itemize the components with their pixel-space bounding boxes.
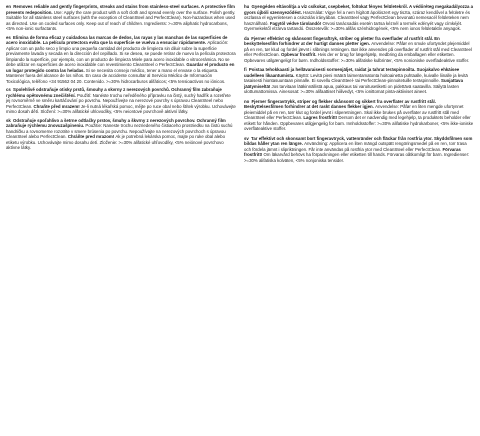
section-heading: Fjerner fingeravtrykk, striper og flekker skånsomt og sikkert fra overflater av rustfritt stål. Beskyttelsesfilmen forhindrer at det raskt dannes flekker igjen.	[244, 98, 436, 109]
section-heading: Removes reliable and gently fingerprints, streaks and stains from stainless-steel surfaces. A protective film prevents redeposition.	[6, 4, 235, 15]
section-heading: Gyengéden eltávolítja a víz csíkokat, csepbeket, foltokat fényes felületekről. A védőréteg megakadályozza a gyors újbóli szennyeződést.	[244, 4, 474, 15]
storage-warning: Chráňte pred mrazom!	[67, 134, 116, 139]
section-heading: Tar effektivt och skonsamt bort fingeravtryck, vattenränder och fläckar från rostfria ytor. Skyddsfilmen som bildas håller ytan ren längre.	[244, 135, 473, 146]
language-code: sv	[244, 135, 251, 141]
section-heading: Elimina de forma eficaz y cuidadosa las marcas de dedos, las rayas y las manchas de las superficies de acero inoxidable. La película protectora evita que la superficie se vuelva a ensuciar rápidamente.	[6, 34, 228, 45]
storage-warning: Opbevar frostfrit.	[280, 52, 318, 57]
section-hu	[244, 4, 474, 32]
usage-text: Použitie: Naneste trochu nezriedeného čistiaceho prostriedku na čistú suchú handričku a rovnomerne rozotrite v smere brúsenia po povrchu. Nepoužívajte na nerezových povrchoch s úpravou CleanSteel alebo PerfectClean.	[6, 123, 233, 139]
storage-warning: Lagres frostfritt!	[303, 115, 339, 120]
section-heading: Odstraňuje spoľahlivo a šetrne odtlačky prstov, šmuhy a škvrny z nerezových povrchov. Ochranný film zabraňuje rýchlemu znovuzašpineniu.	[6, 117, 226, 128]
safety-note: Om läkarvård behövs ha förpackningen eller etiketten till hands. Förvaras oåtkomligt för barn. Ingredienser: >=30% alifatiska kolväten, <5% nonjoniska tensider.	[244, 152, 470, 163]
storage-warning: Fagytól védve tárolandó!	[269, 20, 323, 26]
language-code: da	[244, 35, 251, 41]
usage-text: Aplicación: Aplicar con un paño seco y limpio una pequeña cantidad del producto de limpieza sin diluir sobre la superficie previamente lavada y secada en la dirección del cepillado. Si se desea, se puede retirar de nuevo la película protectora limpiando la superficie, por ejemplo, con un producto de limpieza Miele para acero inoxidable o vitrocerámica. No se debe utilizar en superficies de acero inoxidable con revestimiento CleanSteel o PerfectClean.	[6, 40, 236, 67]
usage-text: Anvendelse: Påfør en smule ufortyndet plejemiddel på en ren, tør klud og fordel jævnt i slibnings retningen. Bør ikke anvendes på overflader af rustfrit stål med CleanSteel eller PerfectClean.	[244, 41, 472, 57]
section-es	[6, 35, 236, 85]
storage-warning: Chraňte před mrazem!	[33, 103, 81, 109]
columns	[6, 4, 474, 167]
safety-note: Hvis der er brug for lægehjælp, medbring da emballagen eller etiketten. Opbevares utilgængeligt for børn. Indholdsstoffer: >=30% alifatiske kulbrinter, <5% nonioniske overfladeaktive stoffer.	[244, 52, 470, 63]
storage-warning: Guardar el producto en un lugar protegido contra las heladas.	[6, 62, 235, 73]
language-code: no	[244, 98, 251, 104]
right-column	[244, 4, 474, 167]
safety-note: Dersom det er nødvendig med legehjelp, ta produktets beholder eller etikett for hånden. Oppbevares utilgjengelig for barn. Innholdsstoffer: >=30% alifatiske hydrokarboner, <5% ikke-ioniske overflateaktive stoffer.	[244, 115, 474, 131]
safety-note: Jos tarvitaan lääkinnällistä apua, pakkaus tai varoitusetiketti on pidettävä saatavilla. Säilytä lasten ulottumattomissa. Ainesosat: >=30% alifaattiset hiilivedyt, <5% ionittomat pinta-aktiiviset aineet.	[244, 83, 459, 94]
usage-text: Käyttö: Levitä pieni määrä laimentamatonta hoitoainetta puhtaalle, kuivalle liinalle ja levitä tasaisesti hiontasuuntaan pinnalle. Ei sovellu CleanSteel- tai PerfectClean-pinnoitetuille teräspinnoille.	[244, 72, 468, 83]
safety-note: Orvosi tanácsadás esetén tartsa kéznél a termék edényét vagy címkéjét. Gyermekektől elzárva tartandó. Összetevők: >=30% alifás szénhidrogének, <5% nem ionos felületaktív anyagok.	[244, 20, 463, 31]
section-fi	[244, 67, 474, 95]
safety-note: Keep out of reach of children. Ingredients: >=30% aliphatic hydrocarbons, <5% non-ionic surfactants.	[6, 20, 228, 31]
section-da	[244, 36, 474, 64]
usage-text: Anvendelse: Påfør en liten mengde ufortynnet pleiemiddel på en ren, tørr klut og fordel jevnt i sliperetningen. Skal ikke brukes på overflater av rustfritt stål med CleanSteel eller PerfectClean.	[244, 104, 464, 120]
storage-warning: Suojattava jäätymiseltä!	[244, 78, 464, 89]
section-no	[244, 99, 474, 132]
language-code: fi	[244, 67, 248, 72]
safety-note: Je-li nutná lékařská pomoc, mějte po ruce obal nebo štítek výrobku. Uchovávejte mimo dosah dětí. Složení: >=30% alifatické uhlovodíky, <5% neiontové povrchově aktivní látky.	[6, 103, 236, 114]
language-code: sk	[6, 117, 13, 123]
section-heading: Poistaa tehokkaasti ja hellävaraisesti sormenjäljet, raidat ja tahrat teräspinnoilta. Suojakalvo ehkäisee uudelleen likaantumista.	[244, 67, 460, 78]
section-en	[6, 4, 236, 32]
language-code: cs	[6, 87, 13, 92]
usage-text: Use: Apply the care product with a soft cloth and spread evenly over the surface. Polish gently. Suitable for all stainless steel surfaces (with the exception of CleanSteel and PerfectClean). Non-hazardous when used as directed. Use on cooled surfaces only.	[6, 9, 236, 26]
language-code: es	[6, 34, 13, 40]
safety-note: Si se necesita consejo médico, tener a mano el envase o la etiqueta. Mantener fuera del alcance de los niños. En caso de accidente consultar al Servicio Médico de Información Toxicológica, teléfono +34 91562 04 20. Contenido. >=30% hidrocarburos alifáticos; <5% tensioactivos no iónicos.	[6, 67, 226, 84]
language-code: hu	[244, 4, 251, 9]
usage-text: Használat: Vigye fel a nem hígított ápolószert egy tiszta, száraz kendővel a felületre és oszlassa el egyenletesen a csiszolás irányában. CleanSteel vagy PerfectClean bevonatú nemesacél felületeken nem használható.	[244, 9, 470, 26]
usage-text: Použití: Nanéste trochu neředěného přípravku na čistý, suchý hadřík a rozetřete jej rovnoměrně ve směru kartáčování po povrchu. Nepoužívejte na nerezové povrchy s úpravou CleanSteel nebo PerfectClean.	[6, 92, 231, 109]
storage-warning: Förvaras frostfritt!	[244, 146, 461, 157]
left-column	[6, 4, 236, 167]
section-sv	[244, 136, 474, 164]
section-heading: Fjerner effektivt og skånsomt fingeraftryk, striber og pletter fra overflader af rustfrit stål. En beskyttelsesfilm forhindrer at der hurtigt dannes pletter igen.	[244, 35, 440, 46]
language-code: en	[6, 4, 13, 9]
usage-text: Användning: Applicera en liten mängd outspätt rengöringsmedel på en ren, torr trasa och fördela jämnt i slipriktningen. Får inte användas på rostfria ytor med CleanSteel eller PerfectClean.	[244, 141, 467, 152]
section-sk	[6, 118, 236, 151]
section-cs	[6, 87, 236, 115]
safety-note: Ak je potrebná lekárska pomoc, majte po ruke obal alebo etiketu výrobku. Uchovávajte mimo dosahu detí. Zloženie: >=30% alifatické uhľovodíky, <5% neiónové povrchovo aktívne látky.	[6, 134, 226, 150]
section-heading: Spolehlivě odstraňuje otisky prstů, šmouhy a skvrny z nerezových povrchů. Ochranný film zabraňuje rychlému opětovnému znečištění.	[6, 87, 222, 98]
